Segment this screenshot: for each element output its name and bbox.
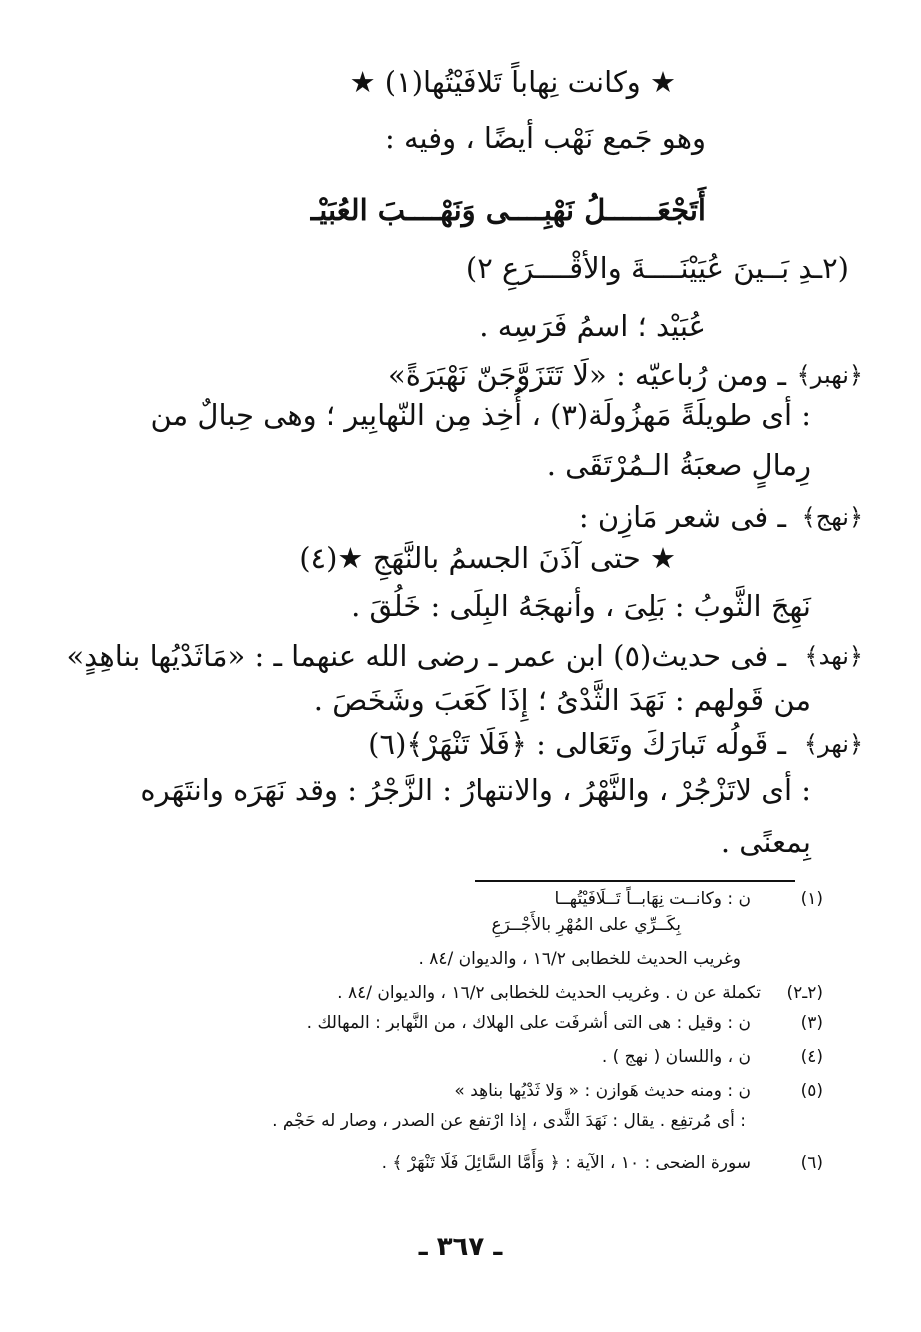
entry-tag-nahad: ﴿نهد﴾ [804,642,863,670]
text-line-7: : أى طويلَةً مَهزُولَة(٣) ، أُخِذ مِن النّهابِير ؛ وهى حِبالٌ من [150,398,811,432]
footnote-text: ن : وقيل : هى التى أشرفَت على الهلاك ، من النَّهابر : المهالك . [306,1013,751,1033]
footnote-text: ن : ومنه حديث هَوازن : « وَلا ثَدْيُها بناهِد » [454,1081,751,1101]
footnote-number: (١) [800,889,823,909]
footnote-number: (٦) [800,1153,823,1173]
entry-tag-nahar: ﴿نهر﴾ [803,730,863,758]
text-line-8: رِمالٍ صعبَةُ الـمُرْتَقَى . [546,448,811,482]
footnote-text: تكملة عن ن . وغريب الحديث للخطابى ١٦/٢ ، والديوان /٨٤ . [337,983,761,1003]
footnote-text: ن : وكانــت نِهَابــاً تَــلَافَيْتُهــا [554,889,751,909]
verse-line-1: ★ وكانت نِهاباً تَلافَيْتُها(١) ★ [349,65,676,99]
entry-tag-nahbar: ﴿نهبر﴾ [796,361,863,389]
text-line-9: ـ فى شعر مَازِن : [578,500,786,534]
footnote-text: سورة الضحى : ١٠ ، الآية : ﴿ وَأَمَّا السَّائِلَ فَلَا تَنْهَرْ ﴾ . [381,1153,751,1173]
text-line-12: ـ فى حديث(٥) ابن عمر ـ رضى الله عنهما ـ : «مَاثَدْيُها بناهِدٍ» [66,639,786,673]
text-line-13: من قَولهم : نَهَدَ الثَّدْىُ ؛ إِذَا كَعَبَ وشَخَصَ . [313,683,811,717]
footnote-separator [475,880,795,882]
footnote-text: : أى مُرتفِع . يقال : نَهَدَ الثَّدى ، إذا ارْتفع عن الصدر ، وصار له حَجْم . [272,1111,746,1131]
page-number: ـ ٣٦٧ ـ [418,1232,503,1262]
footnote-number: (٥) [800,1081,823,1101]
text-line-6: ـ ومن رُباعيّه : «لَا تَتَزَوَّجَنّ نَهْبَرَةً» [388,358,786,392]
footnote-text: ن ، واللسان ( نهج ) . [601,1047,751,1067]
text-line-16: بِمعنًى . [720,825,811,859]
verse-line-4: (٢ـدِ بَــينَ عُيَيْنَــــةَ والأقْــــرَعِ ٢) [465,251,849,285]
verse-line-3: أَتَجْعَــــــلُ نَهْبِــــى وَنَهْــــبَ العُبَيْـ [310,193,706,227]
text-line-14: ـ قَولُه تَبارَكَ وتَعَالى : ﴿فَلَا تَنْهَرْ﴾(٦) [368,727,786,761]
footnote-number: (٤) [800,1047,823,1067]
verse-line-10: ★ حتى آذَنَ الجسمُ بالنَّهَجِ ★(٤) [299,541,676,575]
footnote-number: (٣) [800,1013,823,1033]
entry-tag-nahaj: ﴿نهج﴾ [801,503,863,531]
text-line-5: عُبَيْد ؛ اسمُ فَرَسِه . [479,309,706,343]
footnote-text: بِكَــرِّي على المُهْرِ بالأَجْــرَعِ [491,915,681,935]
text-line-11: نَهِجَ الثَّوبُ : بَلِىَ ، وأنهجَهُ البِلَى : خَلُقَ . [351,589,811,623]
footnote-number: (٢ـ٢) [786,983,823,1003]
footnote-text: وغريب الحديث للخطابى ١٦/٢ ، والديوان /٨٤ . [418,949,741,969]
text-line-2: وهو جَمع نَهْب أيضًا ، وفيه : [384,121,706,155]
text-line-15: : أى لاتَزْجُرْ ، والنَّهْرُ ، والانتهارُ : الزَّجْرُ : وقد نَهَرَه وانتَهَره [140,773,811,807]
